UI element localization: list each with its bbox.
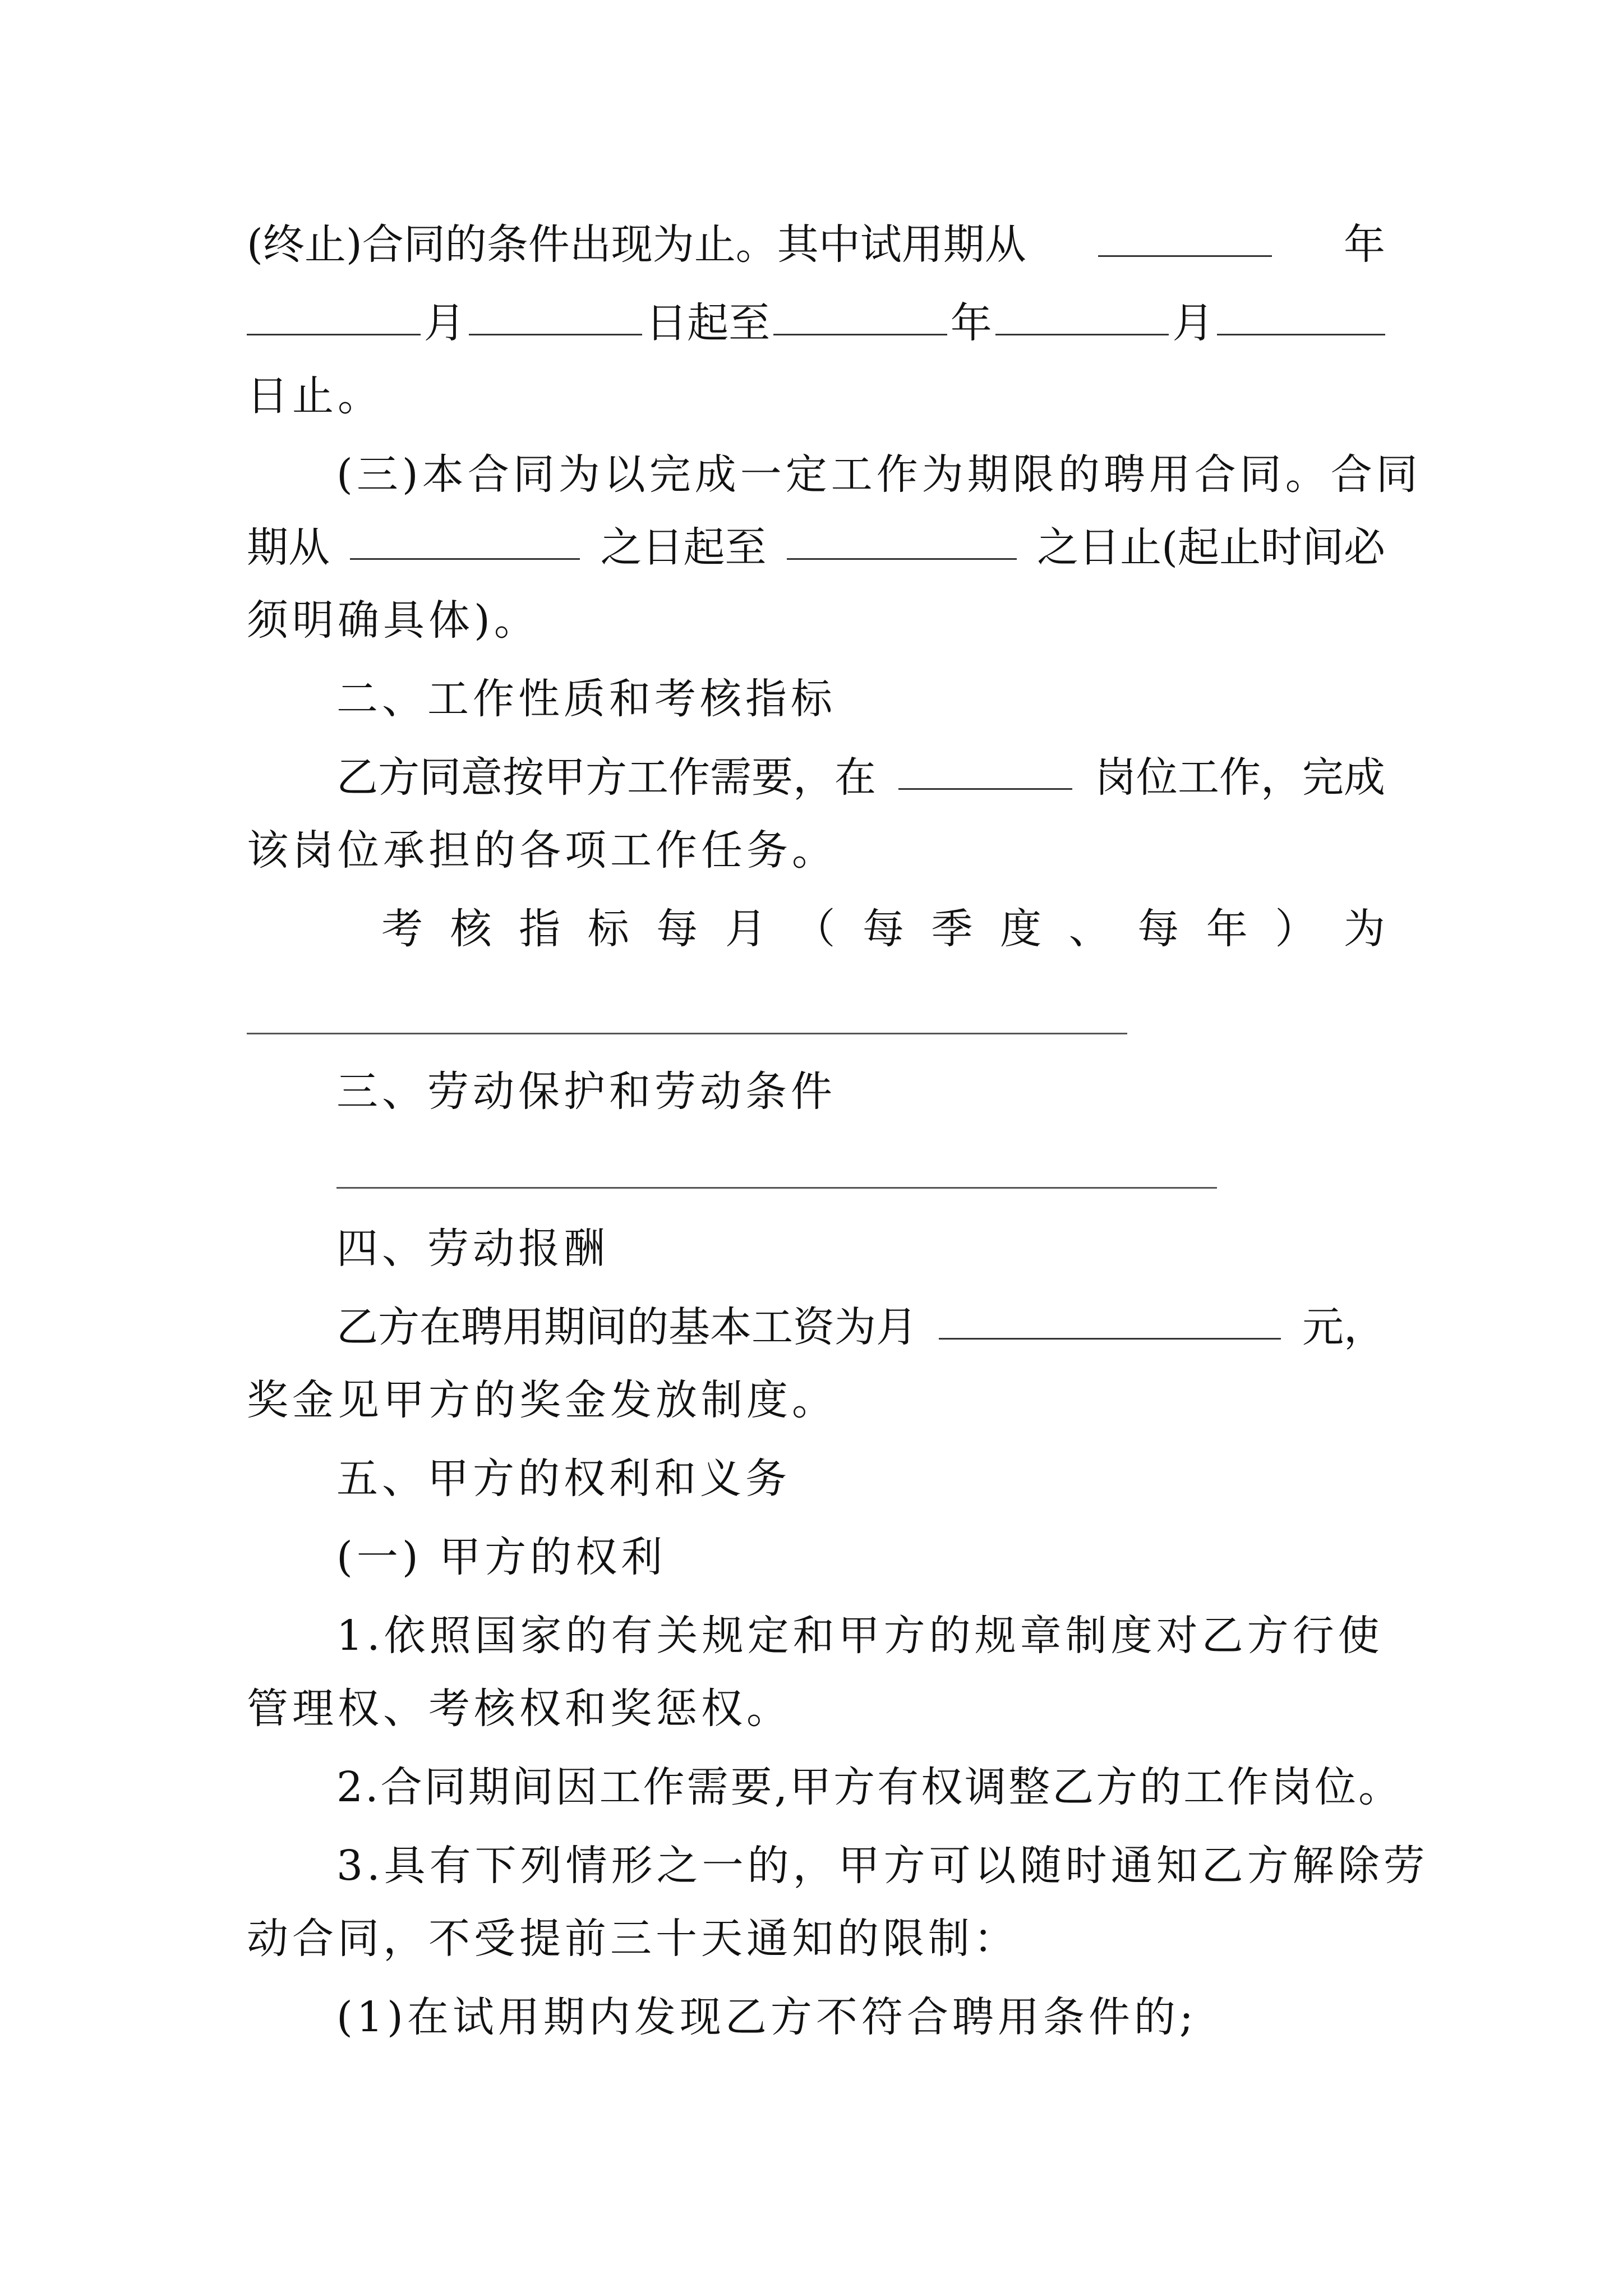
text-line: 3.具有下列情形之一的，甲方可以随时通知乙方解除劳 — [336, 1842, 1429, 1890]
text-segment: 期从 — [247, 523, 330, 572]
spaced-char: 年 — [1206, 905, 1248, 953]
text-segment: 日起至 — [645, 299, 771, 347]
text-line: (三)本合同为以完成一定工作为期限的聘用合同。合同 — [336, 450, 1422, 499]
text-line: 动合同，不受提前三十天通知的限制： — [247, 1915, 1019, 1963]
text-line: 1.依照国家的有关规定和甲方的规章制度对乙方行使 — [336, 1612, 1384, 1660]
spaced-char: 指 — [519, 905, 561, 953]
text-segment: (终止)合同的条件出现为止。其中试用期从 — [247, 220, 1026, 269]
text-segment: 之日起至 — [600, 523, 767, 572]
text-segment: 元， — [1302, 1303, 1385, 1351]
text-segment: 乙方在聘用期间的基本工资为月 — [336, 1303, 917, 1351]
section-heading: 五、甲方的权利和义务 — [336, 1455, 791, 1503]
section-heading: 二、工作性质和考核指标 — [336, 675, 836, 723]
text-segment: 岗位工作，完成 — [1095, 753, 1385, 802]
fill-in-blank — [995, 292, 1169, 335]
spaced-char: 每 — [656, 905, 698, 953]
text-segment: 年 — [950, 299, 992, 347]
subsection-heading: (一) 甲方的权利 — [336, 1533, 667, 1581]
fill-in-blank — [773, 292, 947, 335]
text-line — [247, 292, 1385, 354]
text-segment: 年 — [1344, 220, 1385, 269]
fill-in-blank — [939, 1296, 1281, 1340]
text-line: (1)在试用期内发现乙方不符合聘用条件的; — [336, 1993, 1197, 2041]
text-line — [336, 1296, 1385, 1358]
text-line: 该岗位承担的各项工作任务。 — [247, 826, 837, 875]
spaced-char: （ — [794, 905, 836, 953]
spaced-char: 、 — [1068, 905, 1110, 953]
spaced-char: 考 — [381, 905, 423, 953]
spaced-char: 度 — [1000, 905, 1042, 953]
fill-in-blank — [1217, 292, 1385, 335]
spaced-char: ） — [1275, 905, 1317, 953]
text-line — [247, 517, 1385, 578]
text-line — [247, 214, 1385, 275]
section-heading: 四、劳动报酬 — [336, 1225, 609, 1273]
spaced-text-line — [381, 898, 1385, 960]
section-heading: 三、劳动保护和劳动条件 — [336, 1068, 836, 1116]
spaced-char: 每 — [1137, 905, 1179, 953]
text-segment: 乙方同意按甲方工作需要，在 — [336, 753, 876, 802]
spaced-char: 季 — [931, 905, 973, 953]
text-segment: 之日止(起止时间必 — [1037, 523, 1385, 572]
text-segment: 月 — [423, 299, 465, 347]
text-line: 管理权、考核权和奖惩权。 — [247, 1685, 792, 1733]
spaced-char: 月 — [725, 905, 767, 953]
text-line: 2.合同期间因工作需要,甲方有权调整乙方的工作岗位。 — [336, 1763, 1403, 1811]
spaced-char: 为 — [1343, 905, 1385, 953]
fill-in-blank — [1098, 214, 1272, 257]
text-line — [336, 747, 1385, 808]
fill-in-line — [336, 1187, 1217, 1189]
fill-in-blank — [787, 517, 1017, 560]
spaced-char: 每 — [862, 905, 904, 953]
text-line: 奖金见甲方的奖金发放制度。 — [247, 1376, 837, 1424]
fill-in-line — [247, 1033, 1127, 1034]
fill-in-blank — [469, 292, 643, 335]
fill-in-blank — [898, 747, 1072, 790]
spaced-char: 核 — [450, 905, 492, 953]
text-line: 须明确具体)。 — [247, 596, 540, 645]
fill-in-blank — [247, 292, 421, 335]
text-line: 日止。 — [247, 372, 383, 420]
text-segment: 月 — [1172, 299, 1214, 347]
spaced-char: 标 — [587, 905, 629, 953]
fill-in-blank — [350, 517, 580, 560]
